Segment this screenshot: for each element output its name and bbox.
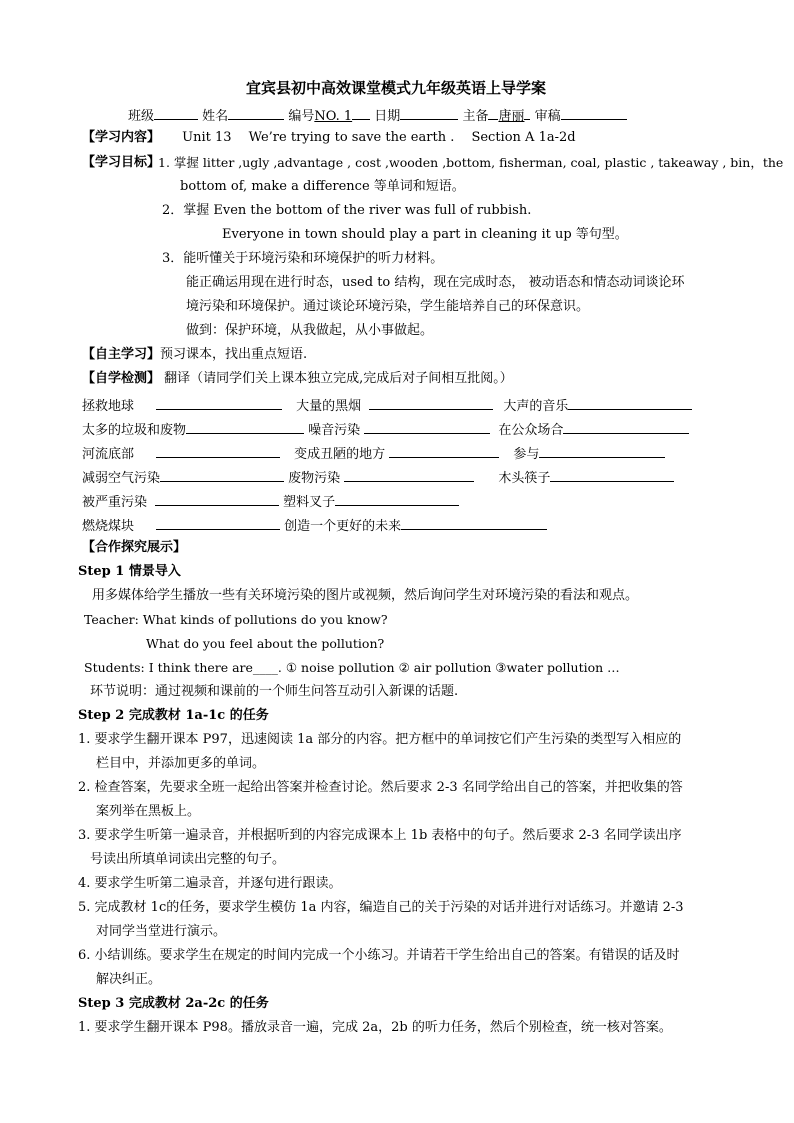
answer-blank[interactable] bbox=[369, 396, 493, 410]
step2-item-2b: 案列举在黑板上。 bbox=[96, 804, 201, 819]
step2-item-6b: 解决纠正。 bbox=[96, 972, 162, 987]
goal-3-line-1: 3．能听懂关于环境污染和环境保护的听力材料。 bbox=[162, 251, 444, 266]
answer-blank[interactable] bbox=[156, 444, 280, 458]
number-blank bbox=[352, 106, 370, 120]
learning-content bbox=[82, 130, 576, 146]
reviewer-blank[interactable] bbox=[561, 106, 627, 120]
step2-item-1b: 栏目中，并添加更多的单词。 bbox=[96, 756, 266, 771]
goal-3-line-4: 做到：保护环境，从我做起，从小事做起。 bbox=[186, 323, 434, 338]
answer-blank[interactable] bbox=[156, 396, 282, 410]
self-study-text: 预习课本，找出重点短语. bbox=[160, 347, 308, 362]
answer-blank[interactable] bbox=[401, 516, 547, 530]
step2-item-5b: 对同学当堂进行演示。 bbox=[96, 924, 227, 939]
goal-3-line-3: 境污染和环境保护。通过谈论环境污染，学生能培养自己的环保意识。 bbox=[186, 299, 590, 314]
goal-2-line-1: 2．掌握 Even the bottom of the river was full of rubbish. bbox=[162, 203, 532, 218]
answer-blank[interactable] bbox=[389, 444, 499, 458]
number-value: NO. 1 bbox=[314, 109, 353, 124]
goal-1-line-1: 1. 掌握 litter ,ugly ,advantage , cost ,wooden ,bottom, fisherman, coal, plastic , takeaway , bin，the bbox=[158, 155, 784, 170]
name-label: 姓名 bbox=[202, 109, 229, 124]
translate-item: 木头筷子 bbox=[498, 471, 551, 486]
students-line: Students: I think there are____. ① noise pollution ② air pollution ③water pollution … bbox=[84, 660, 620, 675]
step1-note: 环节说明：通过视频和课前的一个师生问答互动引入新课的话题. bbox=[90, 684, 459, 699]
translate-row-6 bbox=[82, 516, 547, 535]
translate-item: 燃烧煤块 bbox=[82, 519, 135, 534]
answer-blank[interactable] bbox=[156, 516, 280, 530]
goal-2-line-2: Everyone in town should play a part in cleaning it up 等句型。 bbox=[222, 227, 628, 242]
answer-blank[interactable] bbox=[550, 468, 674, 482]
translate-row-2 bbox=[82, 420, 689, 439]
reviewer-label: 审稿 bbox=[534, 109, 561, 124]
step2-item-3a: 3. 要求学生听第一遍录音，并根据听到的内容完成课本上 1b 表格中的句子。然后要求 2-3 名同学读出序 bbox=[78, 828, 682, 843]
self-check bbox=[82, 371, 513, 387]
translate-item: 在公众场合 bbox=[498, 423, 564, 438]
answer-blank[interactable] bbox=[335, 492, 459, 506]
step2-item-4: 4. 要求学生听第二遍录音，并逐句进行跟读。 bbox=[78, 876, 342, 891]
answer-blank[interactable] bbox=[364, 420, 490, 434]
step2-item-1a: 1. 要求学生翻开课本 P97，迅速阅读 1a 部分的内容。把方框中的单词按它们产生污染的类型写入相应的 bbox=[78, 732, 682, 747]
preparer-label: 主备 bbox=[462, 109, 489, 124]
step1-desc: 用多媒体给学生播放一些有关环境污染的图片或视频，然后询问学生对环境污染的看法和观点。 bbox=[92, 588, 639, 603]
step2-item-6a: 6. 小结训练。要求学生在规定的时间内完成一个小练习。并请若干学生给出自己的答案。有错误的话及时 bbox=[78, 948, 680, 963]
name-blank[interactable] bbox=[228, 106, 284, 120]
self-check-label: 【自学检测】 bbox=[82, 371, 161, 386]
translate-item: 大声的音乐 bbox=[503, 399, 569, 414]
answer-blank[interactable] bbox=[539, 444, 665, 458]
class-label: 班级 bbox=[128, 109, 155, 124]
coop-label: 【合作探究展示】 bbox=[82, 540, 187, 555]
teacher-question-2: What do you feel about the pollution? bbox=[146, 636, 385, 651]
translate-item: 太多的垃圾和废物 bbox=[82, 423, 187, 438]
content-text: Unit 13 We’re trying to save the earth . Section A 1a-2d bbox=[182, 130, 576, 145]
translate-item: 减弱空气污染 bbox=[82, 471, 161, 486]
translate-row-5 bbox=[82, 492, 459, 511]
date-label: 日期 bbox=[374, 109, 401, 124]
step2-title: Step 2 完成教材 1a-1c 的任务 bbox=[78, 708, 269, 723]
header-info bbox=[128, 106, 627, 125]
translate-item: 废物污染 bbox=[288, 471, 341, 486]
step2-item-2a: 2. 检查答案，先要求全班一起给出答案并检查讨论。然后要求 2-3 名同学给出自己的答案，并把收集的答 bbox=[78, 780, 683, 795]
translate-row-4 bbox=[82, 468, 674, 487]
goals-label: 【学习目标】 bbox=[82, 155, 161, 170]
self-study-label: 【自主学习】 bbox=[82, 347, 161, 362]
answer-blank[interactable] bbox=[344, 468, 474, 482]
translate-item: 拯救地球 bbox=[82, 399, 135, 414]
goal-3-line-2: 能正确运用现在进行时态，used to 结构，现在完成时态， 被动语态和情态动词谈论环 bbox=[186, 275, 685, 290]
step1-title: Step 1 情景导入 bbox=[78, 564, 181, 579]
translate-row-3 bbox=[82, 444, 665, 463]
answer-blank[interactable] bbox=[186, 420, 304, 434]
translate-row-1 bbox=[82, 396, 692, 415]
number-label: 编号 bbox=[288, 109, 315, 124]
teacher-question-1: Teacher: What kinds of pollutions do you know? bbox=[84, 612, 388, 627]
content-label: 【学习内容】 bbox=[82, 130, 161, 145]
translate-item: 变成丑陋的地方 bbox=[294, 447, 386, 462]
step3-item-1: 1. 要求学生翻开课本 P98。播放录音一遍，完成 2a，2b 的听力任务，然后个别检查，统一核对答案。 bbox=[78, 1020, 672, 1035]
translate-item: 创造一个更好的未来 bbox=[284, 519, 402, 534]
translate-item: 参与 bbox=[513, 447, 540, 462]
date-blank[interactable] bbox=[400, 106, 458, 120]
step3-title: Step 3 完成教材 2a-2c 的任务 bbox=[78, 996, 269, 1011]
translate-item: 噪音污染 bbox=[308, 423, 361, 438]
answer-blank[interactable] bbox=[160, 468, 284, 482]
step2-item-3b: 号读出所填单词读出完整的句子。 bbox=[90, 852, 286, 867]
goal-1-line-2: bottom of, make a difference 等单词和短语。 bbox=[180, 179, 465, 194]
translate-item: 大量的黑烟 bbox=[296, 399, 362, 414]
preparer-pad2 bbox=[524, 106, 530, 120]
page-title: 宜宾县初中高效课堂模式九年级英语上导学案 bbox=[246, 79, 547, 97]
self-check-text: 翻译（请同学们关上课本独立完成,完成后对子间相互批阅。） bbox=[160, 371, 513, 386]
translate-item: 被严重污染 bbox=[82, 495, 148, 510]
preparer-pad bbox=[488, 106, 498, 120]
translate-item: 河流底部 bbox=[82, 447, 135, 462]
self-study bbox=[82, 347, 307, 363]
class-blank[interactable] bbox=[154, 106, 198, 120]
answer-blank[interactable] bbox=[155, 492, 279, 506]
answer-blank[interactable] bbox=[568, 396, 692, 410]
preparer-value: 唐丽 bbox=[498, 109, 525, 124]
step2-item-5a: 5. 完成教材 1c的任务，要求学生模仿 1a 内容，编造自己的关于污染的对话并进行对话练习。并邀请 2-3 bbox=[78, 900, 684, 915]
translate-item: 塑料叉子 bbox=[283, 495, 336, 510]
answer-blank[interactable] bbox=[563, 420, 689, 434]
